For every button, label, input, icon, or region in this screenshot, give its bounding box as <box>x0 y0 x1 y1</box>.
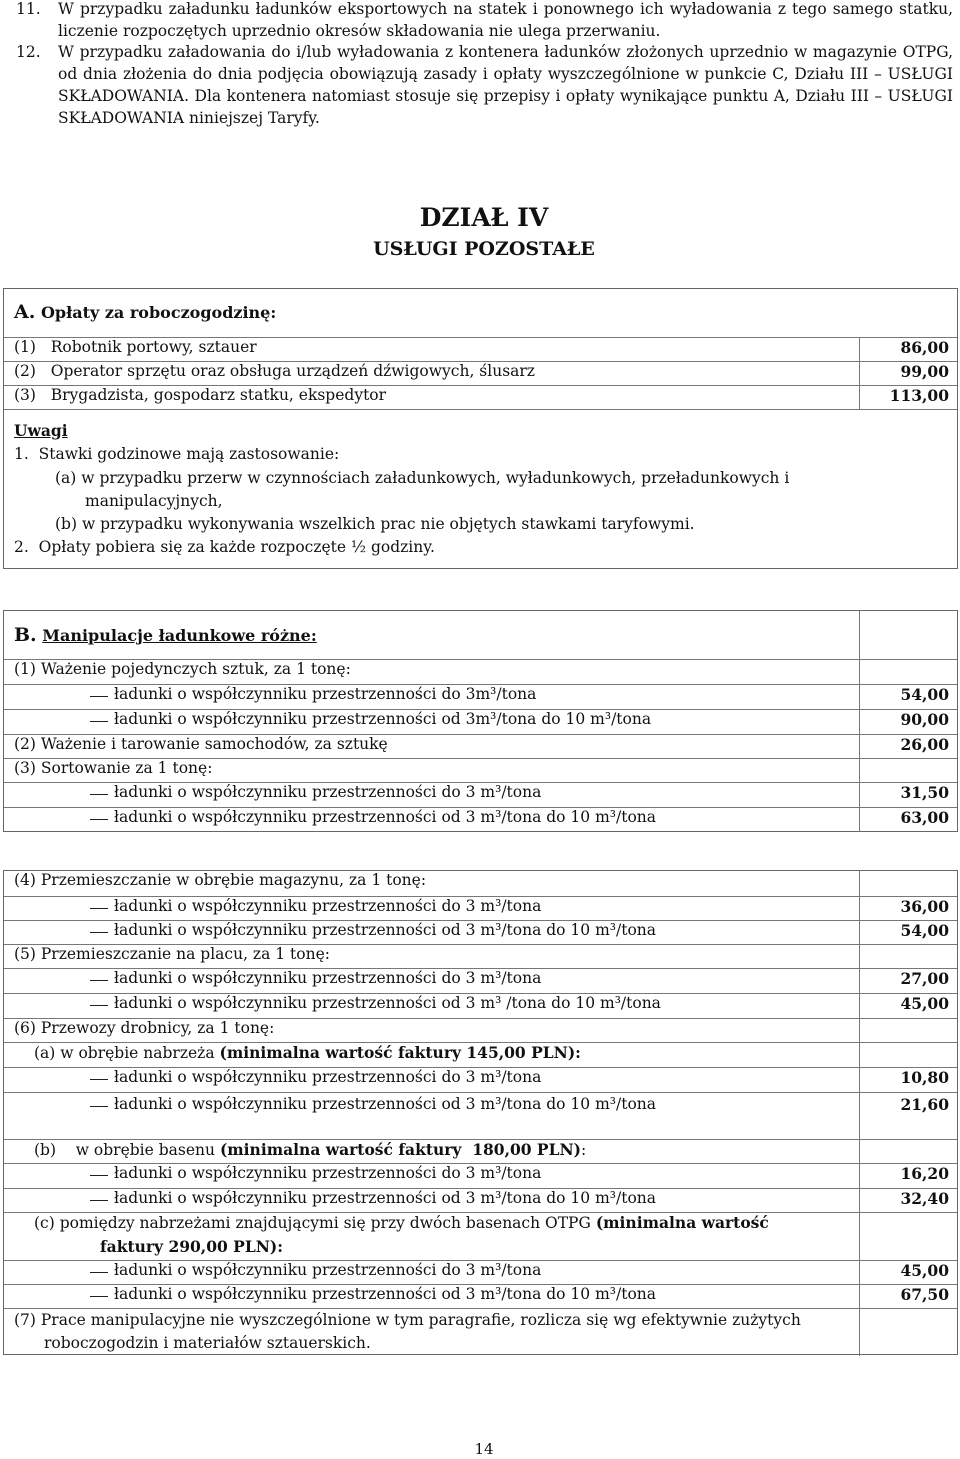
section-b-box <box>3 610 958 832</box>
table-row: ładunki o współczynniku przestrzenności do 3 m³/tona 16,20 <box>4 1163 957 1188</box>
table-row: (c) pomiędzy nabrzeżami znajdującymi się przy dwóch basenach OTPG (minimalna wartość faktury 290,00 PLN): <box>4 1212 957 1260</box>
table-row: ładunki o współczynniku przestrzenności do 3 m³/tona 27,00 <box>4 968 957 993</box>
table-row: (5) Przemieszczanie na placu, za 1 tonę: <box>4 944 957 968</box>
table-row: (2) Ważenie i tarowanie samochodów, za sztukę 26,00 <box>4 734 957 758</box>
note-1a-cont: manipulacyjnych, <box>85 492 223 510</box>
note-2: 2. Opłaty pobiera się za każde rozpoczęte ½ godziny. <box>14 538 435 556</box>
table-row: ładunki o współczynniku przestrzenności do 3 m³/tona 36,00 <box>4 896 957 920</box>
table-row: (1) Robotnik portowy, sztauer 86,00 <box>4 337 957 361</box>
table-row: ładunki o współczynniku przestrzenności od 3 m³ /tona do 10 m³/tona 45,00 <box>4 993 957 1018</box>
section-b2-box <box>3 870 958 1355</box>
section-b-heading: B. Manipulacje ładunkowe różne: <box>14 624 317 646</box>
intro-item-12 <box>0 41 953 129</box>
table-row: ładunki o współczynniku przestrzenności do 3 m³/tona 31,50 <box>4 782 957 807</box>
item-text: W przypadku załadowania do i/lub wyładowania z kontenera ładunków złożonych uprzednio w magazynie OTPG, od dnia złożenia do dnia podjęcia obowiązują zasady i opłaty wyszczególnione w punkcie C, Działu III – USŁUGI SKŁADOWANIA. Dla kontenera natomiast stosuje się przepisy i opłaty wynikające punktu A, Działu III – USŁUGI SKŁADOWANIA niniejszej Taryfy. <box>58 43 953 127</box>
table-row: (4) Przemieszczanie w obrębie magazynu, za 1 tonę: <box>4 871 957 896</box>
page-number: 14 <box>474 1440 494 1458</box>
section-a-box <box>3 288 958 569</box>
table-row: (3) Brygadzista, gospodarz statku, ekspedytor 113,00 <box>4 385 957 410</box>
table-row: ładunki o współczynniku przestrzenności od 3m³/tona do 10 m³/tona 90,00 <box>4 709 957 734</box>
table-row: ładunki o współczynniku przestrzenności do 3m³/tona 54,00 <box>4 684 957 709</box>
table-row: ładunki o współczynniku przestrzenności od 3 m³/tona do 10 m³/tona 32,40 <box>4 1188 957 1212</box>
section-a-heading: A. Opłaty za roboczogodzinę: <box>14 301 277 323</box>
item-number: 11. <box>16 0 41 18</box>
table-row: ładunki o współczynniku przestrzenności od 3 m³/tona do 10 m³/tona 21,60 <box>4 1092 957 1139</box>
table-row: ładunki o współczynniku przestrzenności do 3 m³/tona 10,80 <box>4 1067 957 1092</box>
table-row: ładunki o współczynniku przestrzenności od 3 m³/tona do 10 m³/tona 67,50 <box>4 1284 957 1308</box>
notes-title: Uwagi <box>14 421 68 440</box>
table-row: (a) w obrębie nabrzeża (minimalna wartość faktury 145,00 PLN): <box>4 1042 957 1067</box>
item-text: W przypadku załadunku ładunków eksportowych na statek i ponownego ich wyładowania z tego samego statku, liczenie rozpoczętych uprzednio okresów składowania nie ulega przerwaniu. <box>58 0 953 40</box>
table-row: ładunki o współczynniku przestrzenności od 3 m³/tona do 10 m³/tona 54,00 <box>4 920 957 944</box>
dept-title: DZIAŁ IV <box>419 203 549 232</box>
note-1b: (b) w przypadku wykonywania wszelkich prac nie objętych stawkami taryfowymi. <box>55 515 695 533</box>
table-row: (b) w obrębie basenu (minimalna wartość faktury 180,00 PLN): <box>4 1139 957 1163</box>
table-row: ładunki o współczynniku przestrzenności do 3 m³/tona 45,00 <box>4 1260 957 1284</box>
note-1a: (a) w przypadku przerw w czynnościach załadunkowych, wyładunkowych, przeładunkowych i <box>55 469 790 487</box>
intro-item-11 <box>0 0 953 42</box>
table-row: (2) Operator sprzętu oraz obsługa urządzeń dźwigowych, ślusarz 99,00 <box>4 361 957 385</box>
table-row: (3) Sortowanie za 1 tonę: <box>4 758 957 782</box>
table-row: (7) Prace manipulacyjne nie wyszczególnione w tym paragrafie, rozlicza się wg efektywnie zużytych roboczogodzin i materiałów sztauerskich. <box>4 1308 957 1356</box>
note-1: 1. Stawki godzinowe mają zastosowanie: <box>14 445 340 463</box>
item-number: 12. <box>16 43 41 61</box>
table-row: (6) Przewozy drobnicy, za 1 tonę: <box>4 1018 957 1042</box>
table-row: (1) Ważenie pojedynczych sztuk, za 1 tonę: <box>4 659 957 684</box>
dept-subtitle: USŁUGI POZOSTAŁE <box>373 238 595 260</box>
table-row: ładunki o współczynniku przestrzenności od 3 m³/tona do 10 m³/tona 63,00 <box>4 807 957 832</box>
